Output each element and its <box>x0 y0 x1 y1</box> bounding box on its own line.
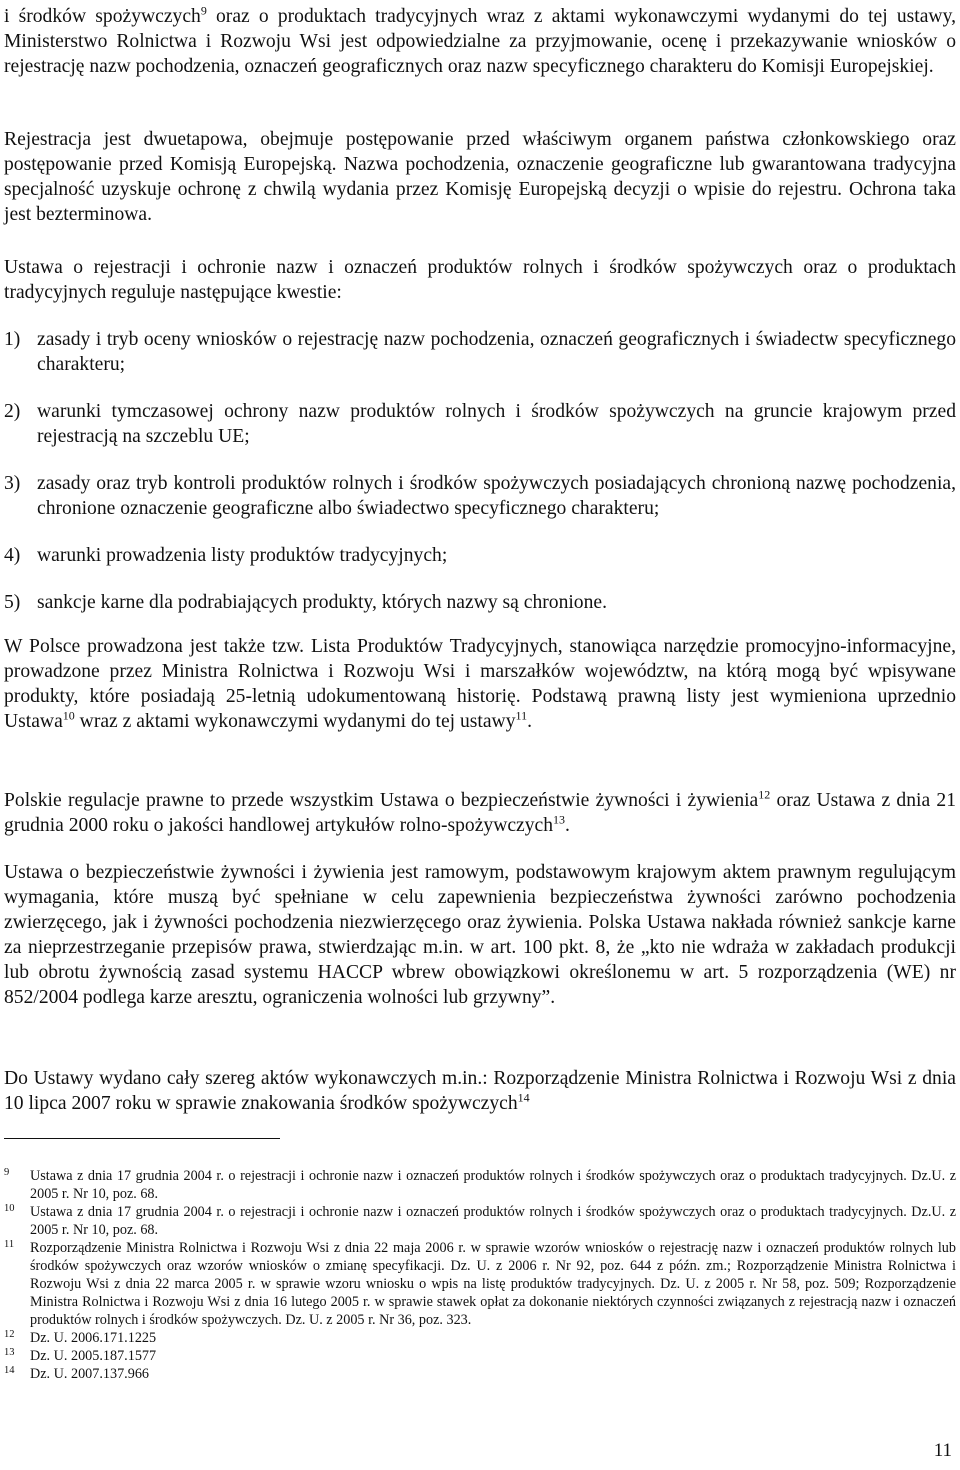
paragraph-5 <box>4 788 956 838</box>
list-item <box>4 471 956 521</box>
list-item-text: warunki tymczasowej ochrony nazw produktów rolnych i środków spożywczych na gruncie krajowym przed rejestracją na szczeblu UE; <box>37 401 956 447</box>
paragraph-4-part-c: . <box>527 711 532 732</box>
footnote-13 <box>4 1347 956 1365</box>
list-item-number: 3) <box>4 473 21 494</box>
footnote-number: 13 <box>4 1347 15 1358</box>
paragraph-1-part-a: i środków spożywczych <box>4 6 201 27</box>
footnote-number: 11 <box>4 1239 15 1250</box>
list-item-text: warunki prowadzenia listy produktów tradycyjnych; <box>37 545 448 566</box>
paragraph-5-part-c: . <box>565 815 570 836</box>
list-item <box>4 543 956 568</box>
list-item <box>4 399 956 449</box>
list-item-number: 5) <box>4 592 21 613</box>
list-item-text: zasady oraz tryb kontroli produktów rolnych i środków spożywczych posiadających chronioną nazwę pochodzenia, chronione oznaczenie geograficzne albo świadectwo specyficznego charakteru; <box>37 473 956 519</box>
footnote-text: Ustawa z dnia 17 grudnia 2004 r. o rejestracji i ochronie nazw i oznaczeń produktów rolnych i środków spożywczych oraz o produktach tradycyjnych. Dz.U. z 2005 r. Nr 10, poz. 68. <box>30 1204 956 1238</box>
paragraph-6-text: Ustawa o bezpieczeństwie żywności i żywienia jest ramowym, podstawowym krajowym aktem prawnym regulującym wymagania, które muszą być spełniane w celu zapewnienia bezpieczeństwa żywności zarówno pochodzenia zwierzęcego, jak i żywności pochodzenia niezwierzęcego oraz żywienia. Polska Ustawa nakłada również sankcje karne za nieprzestrzeganie przepisów prawa, stwierdzając m.in. w art. 100 pkt. 8, że „kto nie wdraża w zakładach produkcji lub obrotu żywnością zasad systemu HACCP wbrew obowiązkowi określonemu w art. 5 rozporządzenia (WE) nr 852/2004 podlega karze aresztu, ograniczenia wolności lub grzywny”. <box>4 862 956 1008</box>
footnote-14 <box>4 1365 956 1383</box>
footnote-9 <box>4 1167 956 1203</box>
footnote-number: 9 <box>4 1167 10 1178</box>
footnote-text: Dz. U. 2007.137.966 <box>30 1366 150 1382</box>
footnote-ref-11: 11 <box>515 708 528 723</box>
list-item <box>4 327 956 377</box>
footnote-text: Rozporządzenie Ministra Rolnictwa i Rozwoju Wsi z dnia 22 maja 2006 r. w sprawie wzorów wniosków o rejestrację nazw i oznaczeń produktów rolnych lub środków spożywczych oraz wzorów wniosków o zmianę specyfikacji. Dz. U. z 2006 r. Nr 92, poz. 644 z późn. zm.; Rozporządzenie Ministra Rolnictwa i Rozwoju Wsi z dnia 22 marca 2005 r. w sprawie wzoru wniosku o wpis na listę produktów tradycyjnych. Dz. U. z 2005 r. Nr 58, poz. 509; Rozporządzenie Ministra Rolnictwa i Rozwoju Wsi z dnia 16 lutego 2005 r. w sprawie stawek opłat za dokonanie niektórych czynności związanych z rejestracją nazw i oznaczeń produktów rolnych i środków spożywczych. Dz. U. z 2005 r. Nr 36, poz. 323. <box>30 1240 956 1328</box>
footnote-11 <box>4 1239 956 1329</box>
paragraph-6 <box>4 860 956 1010</box>
paragraph-2 <box>4 127 956 227</box>
list-item-number: 4) <box>4 545 21 566</box>
footnote-number: 10 <box>4 1203 15 1214</box>
footnote-number: 12 <box>4 1329 15 1340</box>
footnote-ref-12: 12 <box>758 787 771 802</box>
paragraph-5-part-b: oraz Ustawa z dnia 21 grudnia 2000 roku o jakości handlowej artykułów rolno-spożywczych <box>4 790 957 836</box>
paragraph-3 <box>4 255 956 305</box>
footnote-ref-13: 13 <box>553 812 566 827</box>
list-item-number: 1) <box>4 329 21 350</box>
paragraph-4-part-a: W Polsce prowadzona jest także tzw. Lista Produktów Tradycyjnych, stanowiąca narzędzie promocyjno-informacyjne, prowadzone przez Ministra Rolnictwa i Rozwoju Wsi i marszałków województw, na którą mogą być wpisywane produkty, które posiadają 25-letnią udokumentowaną historię. Podstawą prawną listy jest wymieniona uprzednio Ustawa <box>4 636 956 732</box>
paragraph-5-part-a: Polskie regulacje prawne to przede wszystkim Ustawa o bezpieczeństwie żywności i żywienia <box>4 790 759 811</box>
paragraph-4 <box>4 634 956 734</box>
footnote-10 <box>4 1203 956 1239</box>
paragraph-2-text: Rejestracja jest dwuetapowa, obejmuje postępowanie przed właściwym organem państwa członkowskiego oraz postępowanie przed Komisją Europejską. Nazwa pochodzenia, oznaczenie geograficzne lub gwarantowana tradycyjna specjalność uzyskuje ochronę z chwilą wydania przez Komisję Europejską decyzji o wpisie do rejestru. Ochrona taka jest bezterminowa. <box>4 129 956 225</box>
paragraph-3-text: Ustawa o rejestracji i ochronie nazw i oznaczeń produktów rolnych i środków spożywczych oraz o produktach tradycyjnych reguluje następujące kwestie: <box>4 257 956 303</box>
list-item-text: zasady i tryb oceny wniosków o rejestrację nazw pochodzenia, oznaczeń geograficznych i świadectw specyficznego charakteru; <box>37 329 956 375</box>
paragraph-7 <box>4 1066 956 1116</box>
page-number: 11 <box>933 1440 952 1461</box>
footnotes <box>4 1167 956 1383</box>
list-item-text: sankcje karne dla podrabiających produkty, których nazwy są chronione. <box>37 592 607 613</box>
footnote-text: Dz. U. 2005.187.1577 <box>30 1348 157 1364</box>
footnote-text: Ustawa z dnia 17 grudnia 2004 r. o rejestracji i ochronie nazw i oznaczeń produktów rolnych i środków spożywczych oraz o produktach tradycyjnych. Dz.U. z 2005 r. Nr 10, poz. 68. <box>30 1168 956 1202</box>
paragraph-1-part-b: oraz o produktach tradycyjnych wraz z aktami wykonawczymi wydanymi do tej ustawy, Ministerstwo Rolnictwa i Rozwoju Wsi jest odpowiedzialne za przyjmowanie, ocenę i przekazywanie wniosków o rejestrację nazw pochodzenia, oznaczeń geograficznych oraz nazw specyficznego charakteru do Komisji Europejskiej. <box>4 6 956 77</box>
list-item <box>4 590 956 615</box>
footnote-text: Dz. U. 2006.171.1225 <box>30 1330 157 1346</box>
footnote-12 <box>4 1329 956 1347</box>
footnote-separator <box>4 1138 280 1139</box>
list-item-number: 2) <box>4 401 21 422</box>
paragraph-1 <box>4 4 956 79</box>
paragraph-7-part-a: Do Ustawy wydano cały szereg aktów wykonawczych m.in.: Rozporządzenie Ministra Rolnictwa i Rozwoju Wsi z dnia 10 lipca 2007 roku w sprawie znakowania środków spożywczych <box>4 1068 956 1114</box>
footnote-ref-14: 14 <box>517 1090 530 1105</box>
footnote-ref-10: 10 <box>62 708 75 723</box>
footnote-ref-9: 9 <box>200 3 207 18</box>
footnote-number: 14 <box>4 1365 15 1376</box>
paragraph-4-part-b: wraz z aktami wykonawczymi wydanymi do tej ustawy <box>74 711 516 732</box>
